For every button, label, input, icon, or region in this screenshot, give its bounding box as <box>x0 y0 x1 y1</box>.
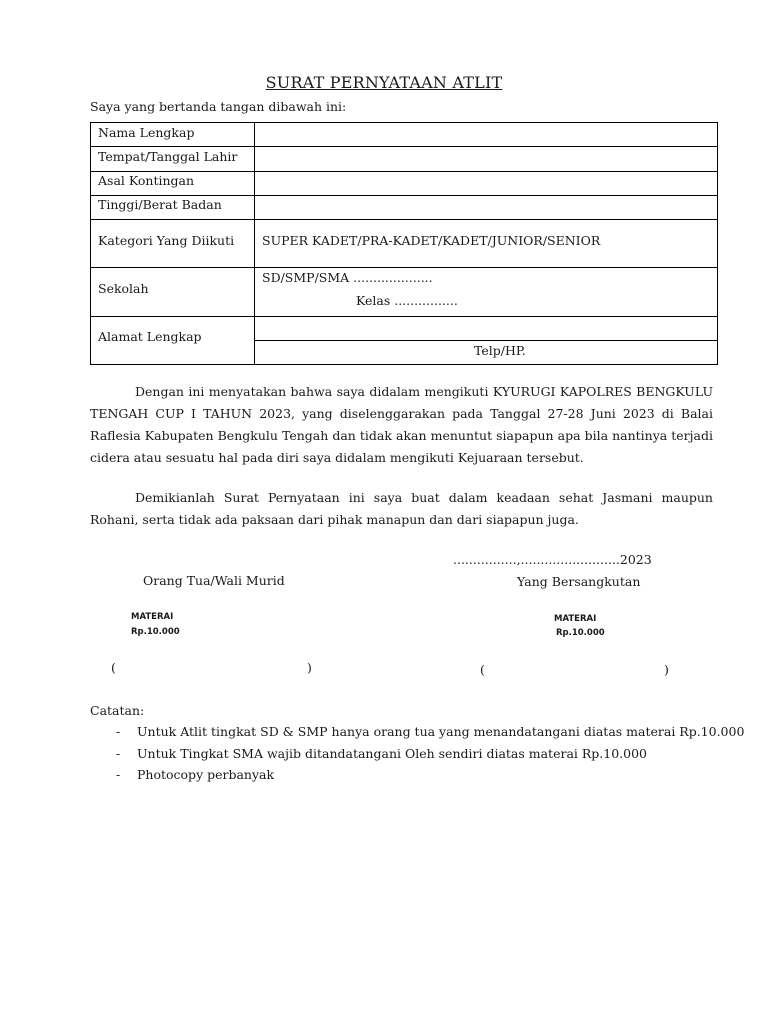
note-item <box>116 767 274 782</box>
note-text: Untuk Atlit tingkat SD & SMP hanya orang tua yang menandatangani diatas materai Rp.10.000 <box>137 724 745 739</box>
athlete-signature-open-paren: ( <box>480 662 485 677</box>
materai-amount: Rp.10.000 <box>556 628 605 638</box>
closing-paragraph <box>90 487 713 531</box>
label-sekolah: Sekolah <box>98 281 149 296</box>
statement-paragraph <box>90 381 713 469</box>
document-title: SURAT PERNYATAAN ATLIT <box>265 73 503 92</box>
label-alamat-lengkap: Alamat Lengkap <box>98 329 202 344</box>
form-table <box>90 122 718 365</box>
athlete-signature-close-paren: ) <box>664 662 669 677</box>
label-kategori: Kategori Yang Diikuti <box>98 233 235 248</box>
parent-signature-close-paren: ) <box>307 660 312 675</box>
label-asal-kontingan: Asal Kontingan <box>98 173 195 188</box>
materai-stamp-label: MATERAI <box>554 614 597 624</box>
bullet-dash: - <box>116 767 121 782</box>
materai-amount: Rp.10.000 <box>131 627 180 637</box>
note-item <box>116 724 744 739</box>
telp-hp-field: Telp/HP. <box>474 343 526 358</box>
bullet-dash: - <box>116 724 121 739</box>
sekolah-level-field: SD/SMP/SMA .................... <box>262 270 433 285</box>
signer-parent-label: Orang Tua/Wali Murid <box>143 573 285 588</box>
label-tinggi-berat-badan: Tinggi/Berat Badan <box>98 197 222 212</box>
intro-text: Saya yang bertanda tangan dibawah ini: <box>90 99 347 114</box>
materai-stamp-label: MATERAI <box>131 612 174 622</box>
note-text: Untuk Tingkat SMA wajib ditandatangani Oleh sendiri diatas materai Rp.10.000 <box>137 746 648 761</box>
statement-text: Dengan ini menyatakan bahwa saya didalam mengikuti KYURUGI KAPOLRES BENGKULU TENGAH CUP I TAHUN 2023, yang diselenggarakan pada Tanggal 27-28 Juni 2023 di Balai Raflesia Kabupaten Bengkulu Tengah dan tidak akan menuntut siapapun apa bila nantinya terjadi cidera atau sesuatu hal pada diri saya didalam mengikuti Kejuaraan tersebut. <box>90 384 713 465</box>
signer-athlete-label: Yang Bersangkutan <box>517 574 641 589</box>
kelas-field: Kelas ................ <box>356 293 458 308</box>
note-item <box>116 746 647 761</box>
label-nama-lengkap: Nama Lengkap <box>98 125 195 140</box>
closing-text: Demikianlah Surat Pernyataan ini saya buat dalam keadaan sehat Jasmani maupun Rohani, serta tidak ada paksaan dari pihak manapun dan dari siapapun juga. <box>90 490 713 527</box>
notes-heading: Catatan: <box>90 703 145 718</box>
kategori-options: SUPER KADET/PRA-KADET/KADET/JUNIOR/SENIOR <box>262 233 601 248</box>
bullet-dash: - <box>116 746 121 761</box>
parent-signature-open-paren: ( <box>111 660 116 675</box>
label-tempat-tanggal-lahir: Tempat/Tanggal Lahir <box>98 149 238 164</box>
note-text: Photocopy perbanyak <box>137 767 275 782</box>
date-line: ................,.........................2023 <box>453 552 652 567</box>
